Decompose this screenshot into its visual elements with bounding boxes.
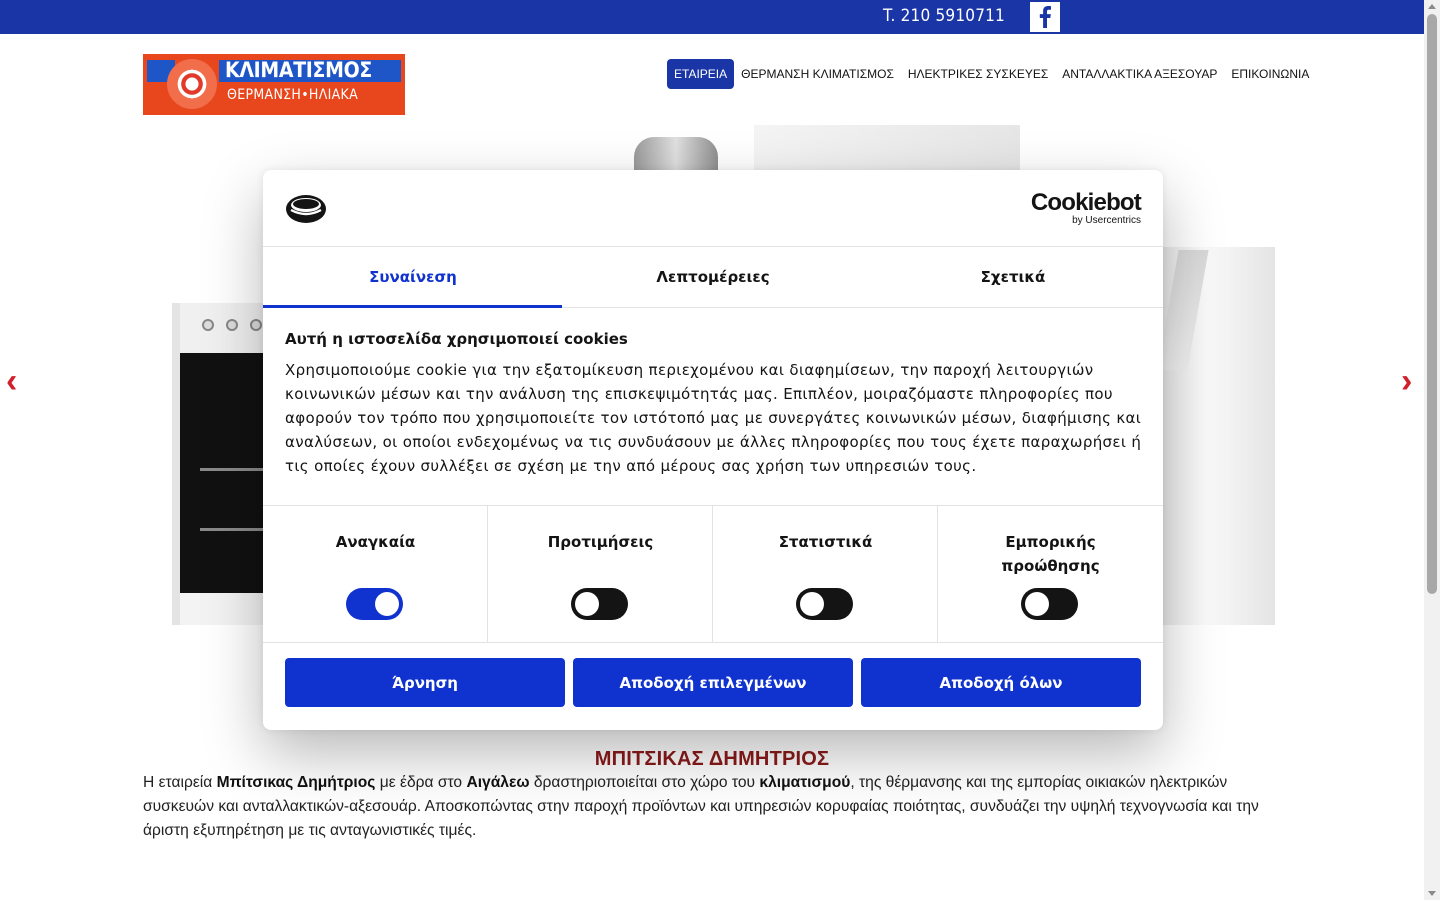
slider-prev-button[interactable]: ‹: [6, 362, 18, 400]
dialog-header: [263, 170, 1163, 247]
nav-item-contact[interactable]: ΕΠΙΚΟΙΝΩΝΙΑ: [1231, 67, 1310, 81]
toggle-statistics[interactable]: [796, 588, 853, 620]
cookie-categories: [263, 505, 1163, 643]
toggle-preferences[interactable]: [571, 588, 628, 620]
cookiebot-logo-icon: [285, 192, 327, 224]
tab-details[interactable]: Λεπτομέρειες: [656, 268, 770, 286]
nav-item-heating-ac[interactable]: ΘΕΡΜΑΝΣΗ ΚΛΙΜΑΤΙΣΜΟΣ: [741, 67, 894, 81]
category-label: Αναγκαία: [335, 533, 416, 551]
slider-next-button[interactable]: ›: [1401, 362, 1413, 400]
category-label: Στατιστικά: [778, 533, 873, 551]
logo-title: ΚΛΙΜΑΤΙΣΜΟΣ: [225, 58, 373, 82]
phone-number[interactable]: T. 210 5910711: [883, 6, 1005, 26]
deny-button[interactable]: Άρνηση: [285, 658, 565, 707]
scroll-down-arrow-icon[interactable]: [1428, 891, 1436, 896]
company-intro: Η εταιρεία Μπίτσικας Δημήτριος με έδρα στο Αιγάλεω δραστηριοποιείται στο χώρο του κλιματισμού, της θέρμανσης και της εμπορίας οικιακών ηλεκτρικών συσκευών και ανταλλακτικών-αξεσουάρ. Αποσκοπώντας στην παροχή προϊόντων και υπηρεσιών κορυφαίας ποιότητας, συνδυάζει την υψηλή τεχνογνωσία και την άριστη εξυπηρέτηση με τις ανταγωνιστικές τιμές.: [143, 774, 1259, 839]
category-necessary: [263, 506, 488, 642]
accept-selected-button[interactable]: Αποδοχή επιλεγμένων: [573, 658, 853, 707]
scroll-up-arrow-icon[interactable]: [1428, 4, 1436, 9]
logo-subtitle: ΘΕΡΜΑΝΣΗ•ΗΛΙΑΚΑ: [227, 87, 359, 103]
tab-consent[interactable]: Συναίνεση: [263, 247, 563, 307]
company-title: ΜΠΙΤΣΙΚΑΣ ΔΗΜΗΤΡΙΟΣ: [594, 748, 830, 770]
scroll-thumb[interactable]: [1427, 14, 1437, 594]
cookiebot-brand[interactable]: Cookiebot by Usercentrics: [1030, 189, 1141, 226]
scrollbar[interactable]: [1424, 0, 1440, 900]
dialog-buttons: [285, 658, 1141, 707]
dialog-tabs: [263, 247, 1163, 308]
nav-item-company[interactable]: ΕΤΑΙΡΕΙΑ: [667, 59, 734, 89]
dialog-description: Χρησιμοποιούμε cookie για την εξατομίκευση περιεχομένου και διαφημίσεων, την παροχή λειτουργιών κοινωνικών μέσων και την ανάλυση της επισκεψιμότητάς μας. Επιπλέον, μοιραζόμαστε πληροφορίες που αφορούν τον τρόπο που χρησιμοποιείτε τον ιστότοπό μας με συνεργάτες κοινωνικών μέσων, διαφήμισης και αναλύσεων, οι οποίοι ενδεχομένως να τις συνδυάσουν με άλλες πληροφορίες που τους έχετε παραχωρήσει ή τις οποίες έχουν συλλέξει σε σχέση με την από μέρους σας χρήση των υπηρεσιών τους.: [285, 361, 1142, 475]
category-preferences: [488, 506, 713, 642]
nav-item-parts-accessories[interactable]: ΑΝΤΑΛΛΑΚΤΙΚΑ ΑΞΕΣΟΥΑΡ: [1062, 67, 1218, 81]
nav-item-appliances[interactable]: ΗΛΕΚΤΡΙΚΕΣ ΣΥΣΚΕΥΕΣ: [907, 67, 1049, 81]
dialog-body: [285, 330, 1145, 478]
category-label: Εμπορικής προώθησης: [1001, 533, 1100, 575]
dialog-title: Αυτή η ιστοσελίδα χρησιμοποιεί cookies: [285, 330, 628, 348]
category-label: Προτιμήσεις: [547, 533, 654, 551]
toggle-necessary[interactable]: [346, 588, 403, 620]
cookie-consent-dialog: [263, 170, 1163, 730]
category-marketing: [938, 506, 1163, 642]
toggle-marketing[interactable]: [1021, 588, 1078, 620]
category-statistics: [713, 506, 938, 642]
tab-about[interactable]: Σχετικά: [980, 268, 1046, 286]
accept-all-button[interactable]: Αποδοχή όλων: [861, 658, 1141, 707]
